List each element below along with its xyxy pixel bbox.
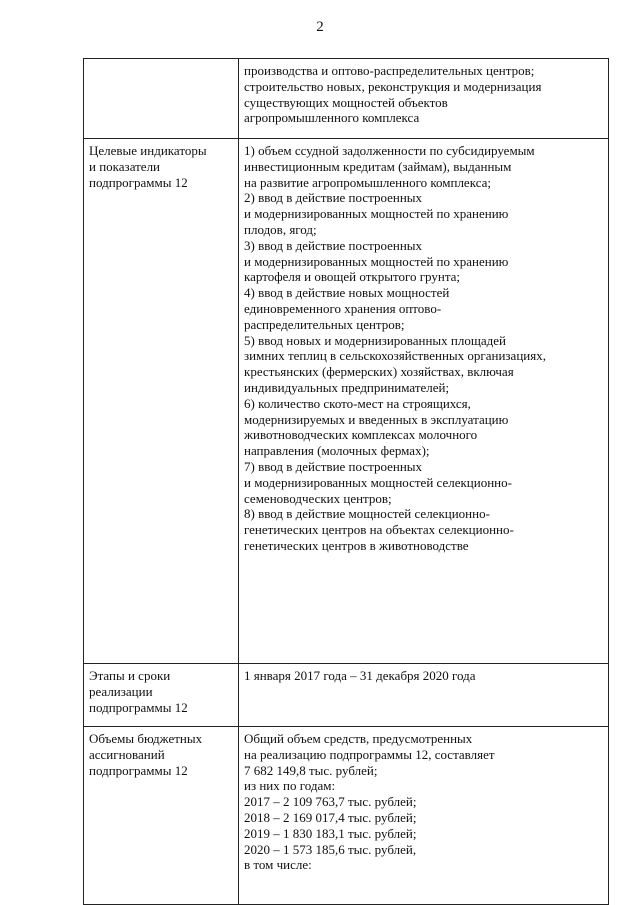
- table-row-budget-allocations: [84, 727, 609, 905]
- row-value-budget-allocations: Общий объем средств, предусмотренных на реализацию подпрограммы 12, составляет 7 682 149,8 тыс. рублей; из них по годам: 2017 – 2 109 763,7 тыс. рублей; 2018 – 2 169 017,4 тыс. рублей; 2019 – 1 830 183,1 тыс. рублей; 2020 – 1 573 185,6 тыс. рублей, в том числе:: [239, 727, 609, 905]
- row-label-stages-and-terms: Этапы и сроки реализации подпрограммы 12: [84, 664, 239, 727]
- row-value-objectives-continuation: производства и оптово-распределительных центров; строительство новых, реконструкция и модернизация существующих мощностей объектов агропромышленного комплекса: [239, 59, 609, 139]
- row-value-stages-and-terms: 1 января 2017 года – 31 декабря 2020 года: [239, 664, 609, 727]
- subprogram-passport-table: [83, 58, 609, 905]
- row-value-target-indicators: 1) объем ссудной задолженности по субсидируемым инвестиционным кредитам (займам), выданным на развитие агропромышленного комплекса; 2) ввод в действие построенных и модернизированных мощностей по хранению плодов, ягод; 3) ввод в действие построенных и модернизированных мощностей по хранению картофеля и овощей открытого грунта; 4) ввод в действие новых мощностей единовременного хранения оптово- распределительных центров; 5) ввод новых и модернизированных площадей зимних теплиц в сельскохозяйственных организациях, крестьянских (фермерских) хозяйствах, включая индивидуальных предпринимателей; 6) количество ското-мест на строящихся, модернизируемых и введенных в эксплуатацию животноводческих комплексах молочного направления (молочных фермах); 7) ввод в действие построенных и модернизированных мощностей селекционно- семеноводческих центров; 8) ввод в действие мощностей селекционно- генетических центров на объектах селекционно- генетических центров в животноводстве: [239, 139, 609, 664]
- table-row-stages-and-terms: [84, 664, 609, 727]
- page-number: 2: [316, 19, 324, 35]
- row-label-target-indicators: Целевые индикаторы и показатели подпрограммы 12: [84, 139, 239, 664]
- table-row-target-indicators: [84, 139, 609, 664]
- row-label-empty: [84, 59, 239, 139]
- table-row-continuation: [84, 59, 609, 139]
- row-label-budget-allocations: Объемы бюджетных ассигнований подпрограммы 12: [84, 727, 239, 905]
